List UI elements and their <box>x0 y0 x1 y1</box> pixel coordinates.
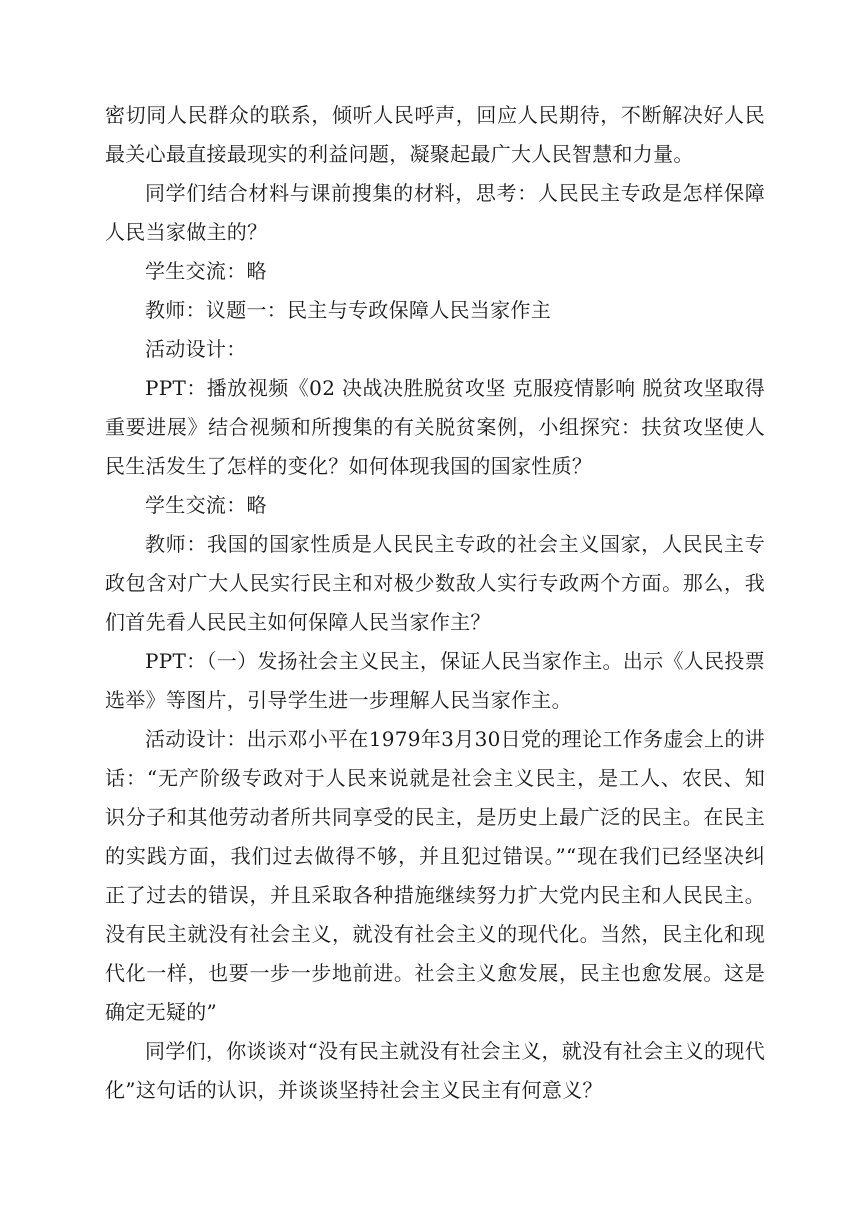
paragraph-activity-design: 活动设计： <box>145 337 247 361</box>
paragraph-continuation: 密切同人民群众的联系，倾听人民呼声，回应人民期待，不断解决好人民最关心最直接最现实的利益问题，凝聚起最广大人民智慧和力量。 <box>105 103 765 166</box>
paragraph-student-exchange: 学生交流：略 <box>145 259 267 283</box>
paragraph-ppt-video: PPT：播放视频《02 决战决胜脱贫攻坚 克服疫情影响 脱贫攻坚取得重要进展》结合视频和所搜集的有关脱贫案例，小组探究：扶贫攻坚使人民生活发生了怎样的变化？如何体现我国的国家性质？ <box>105 376 765 478</box>
paragraph-closing-question: 同学们，你谈谈对“没有民主就没有社会主义，就没有社会主义的现代化”这句话的认识，并谈谈坚持社会主义民主有何意义？ <box>105 1039 765 1102</box>
document-body <box>105 96 765 1110</box>
paragraph-student-exchange-2: 学生交流：略 <box>145 493 267 517</box>
paragraph-teacher-topic: 教师：议题一：民主与专政保障人民当家作主 <box>145 298 551 322</box>
paragraph-ppt-democracy: PPT：（一）发扬社会主义民主，保证人民当家作主。出示《人民投票选举》等图片，引导学生进一步理解人民当家作主。 <box>105 649 765 712</box>
paragraph-think-question: 同学们结合材料与课前搜集的材料，思考：人民民主专政是怎样保障人民当家做主的？ <box>105 181 765 244</box>
paragraph-teacher-explanation: 教师：我国的国家性质是人民民主专政的社会主义国家，人民民主专政包含对广大人民实行民主和对极少数敌人实行专政两个方面。那么，我们首先看人民民主如何保障人民当家作主？ <box>105 532 765 634</box>
paragraph-deng-speech: 活动设计：出示邓小平在1979年3月30日党的理论工作务虚会上的讲话：“无产阶级专政对于人民来说就是社会主义民主，是工人、农民、知识分子和其他劳动者所共同享受的民主，是历史上最广泛的民主。在民主的实践方面，我们过去做得不够，并且犯过错误。”“现在我们已经坚决纠正了过去的错误，并且采取各种措施继续努力扩大党内民主和人民民主。没有民主就没有社会主义，就没有社会主义的现代化。当然，民主化和现代化一样，也要一步一步地前进。社会主义愈发展，民主也愈发展。这是确定无疑的” <box>105 727 765 1024</box>
